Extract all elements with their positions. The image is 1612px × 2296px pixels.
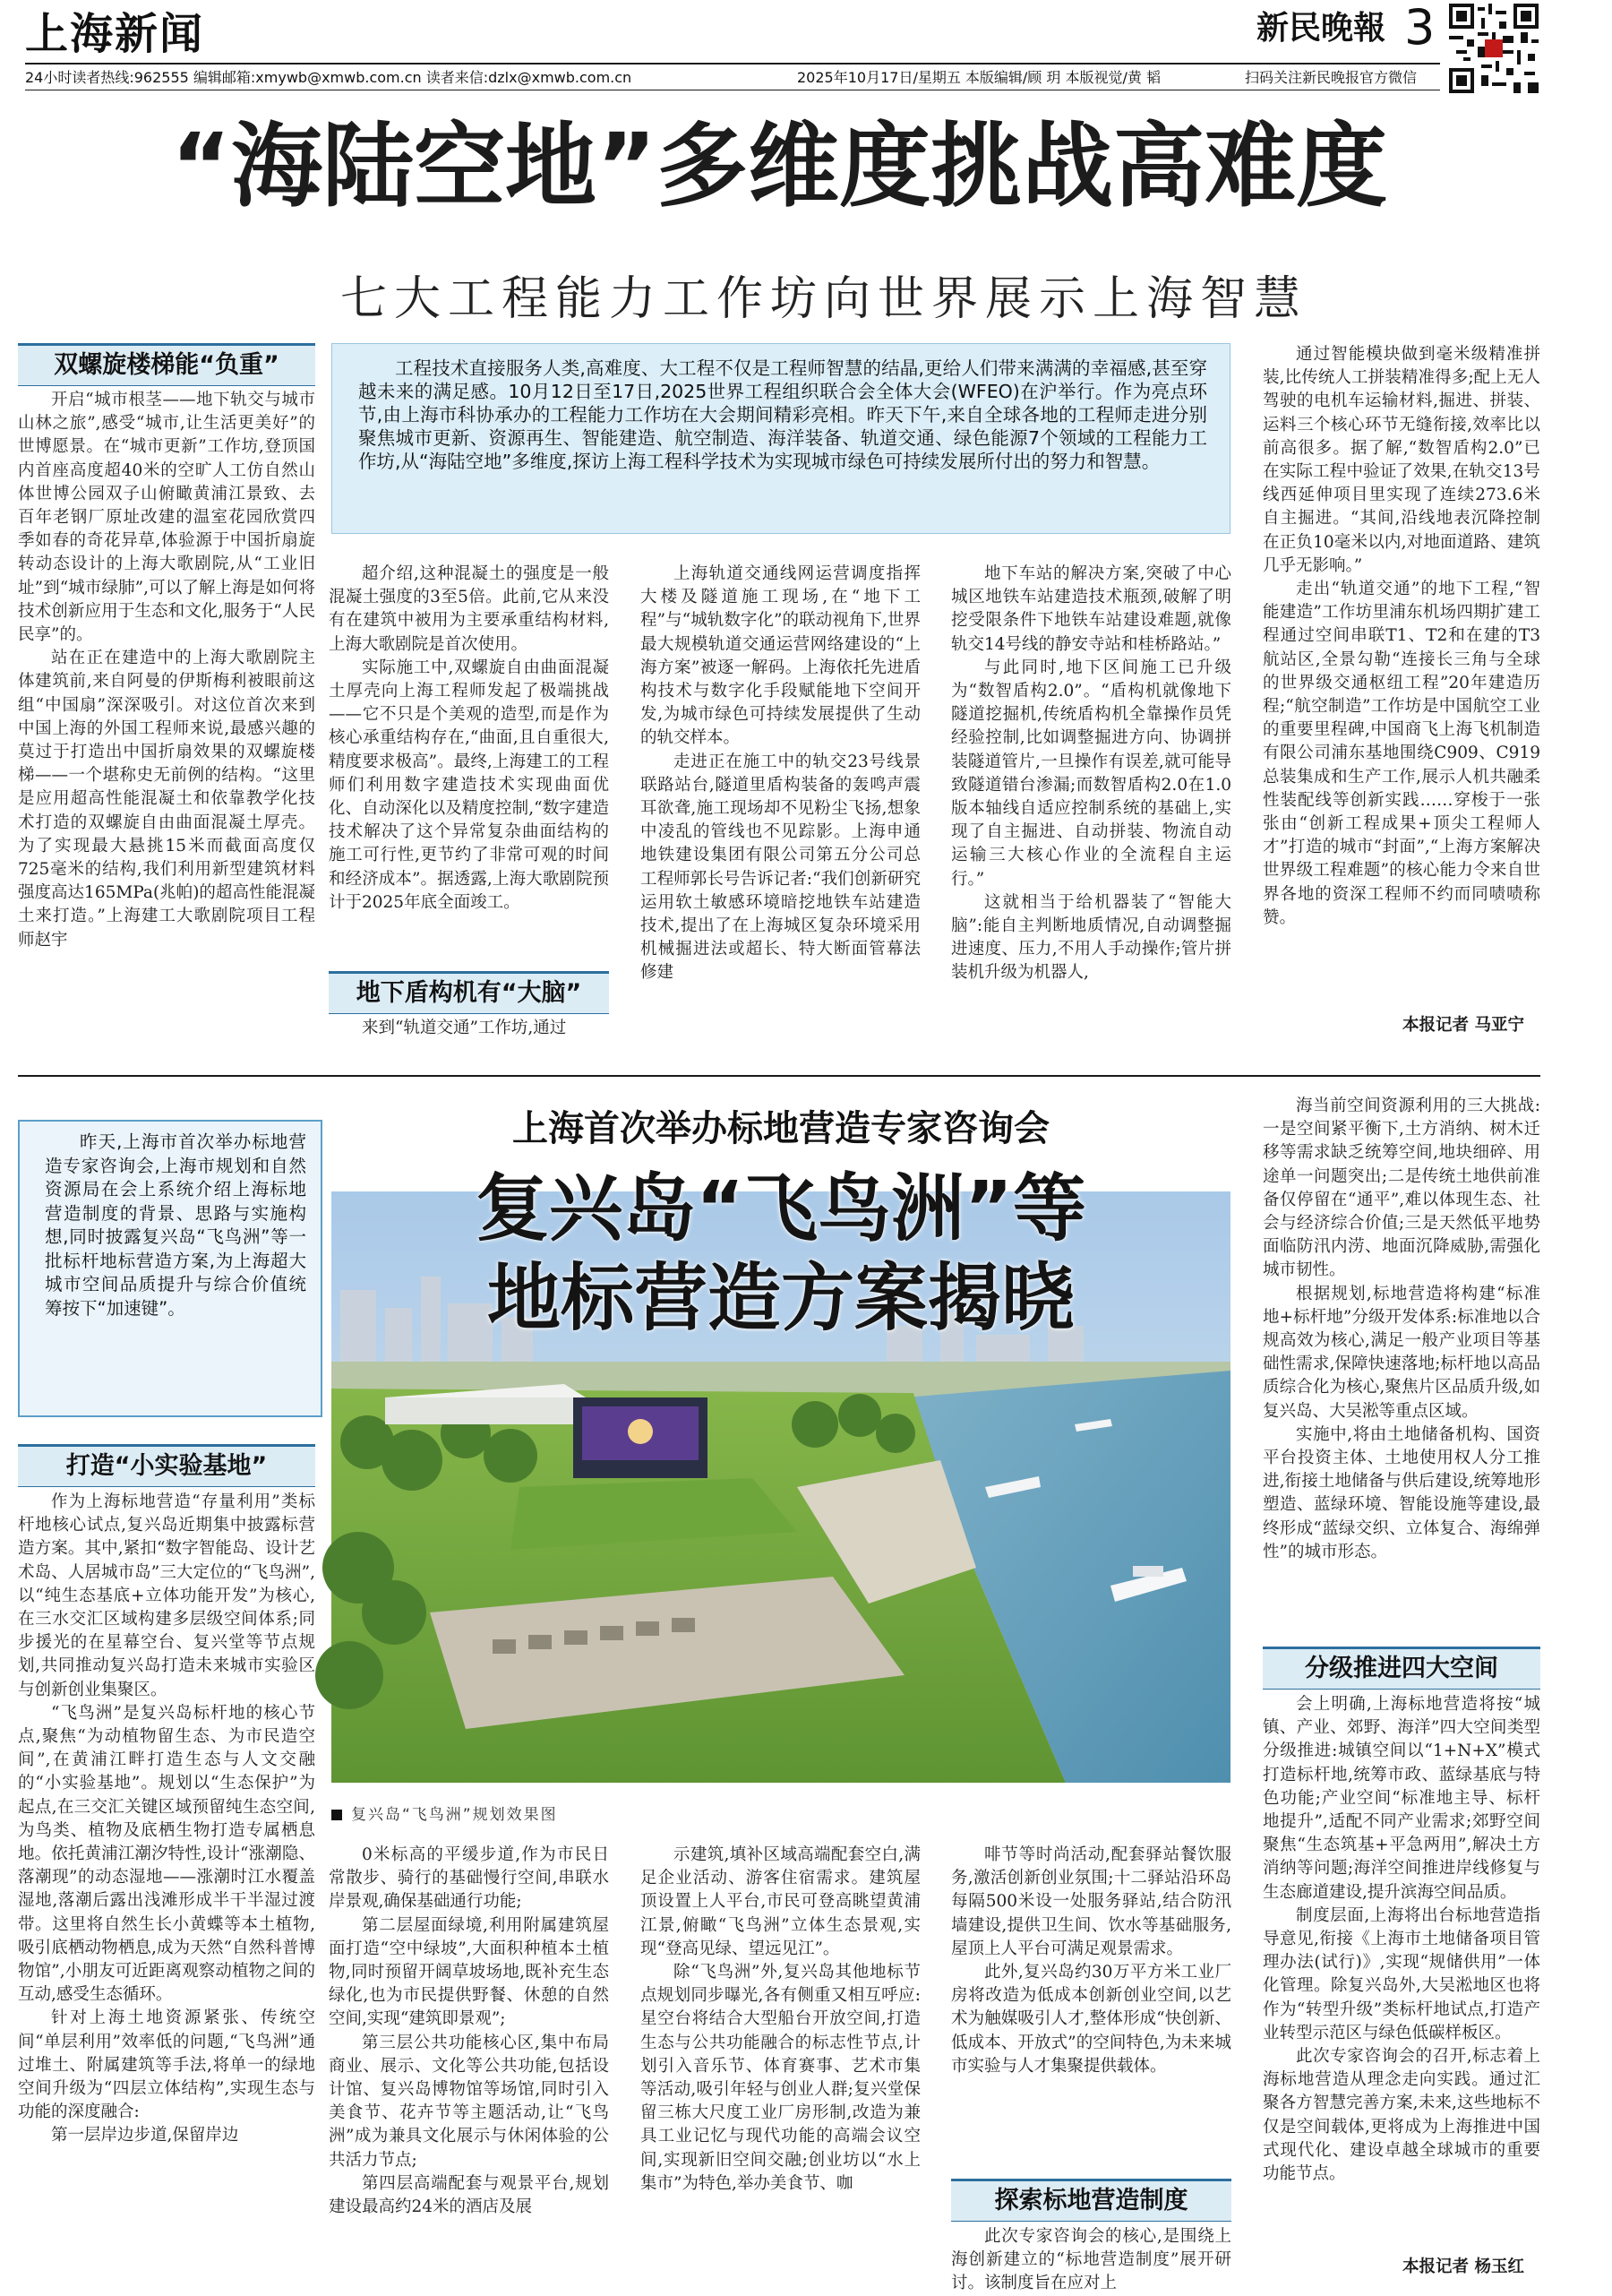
paragraph: 制度层面,上海将出台标地营造指导意见,衔接《上海市土地储备项目管理办法(试行)》,实现“规储供用”一体化管理。除复兴岛外,大吴淞地区也将作为“转型升级”类标杆地试点,打造产业转型示范区与绿色低碳样板区。	[1263, 1905, 1540, 2042]
paragraph: 实际施工中,双螺旋自由曲面混凝土厚壳向上海工程师发起了极端挑战——它不只是个美观的造型,而是作为核心承重结构存在,“曲面,且自重很大,精度要求极高”。最终,上海建工的工程师们利用数字建造技术实现曲面优化、自动深化以及精度控制,“数字建造技术解决了这个异常复杂曲面结构的施工可行性,更节约了非常可观的时间和经济成本”。据透露,上海大歌剧院预计于2025年底全面竣工。	[329, 658, 609, 912]
paragraph: 0米标高的平缓步道,作为市民日常散步、骑行的基础慢行空间,串联水岸景观,确保基础通行功能;	[329, 1845, 609, 1912]
paragraph: 开启“城市根茎——地下轨交与城市山林之旅”,感受“城市,让生活更美好”的世博愿景。在“城市更新”工作坊,登顶国内首座高度超40米的空旷人工仿自然山体世博公园双子山俯瞰黄浦江景致、去百年老钢厂原址改建的温室花园欣赏四季如春的奇花异草,体验源于中国折扇旋转动态设计的上海大歌剧院,从“工业旧址”到“城市绿肺”,可以了解上海是如何将技术创新应用于生态和文化,服务于“人民民享”的。	[18, 391, 315, 645]
paragraph: 实施中,将由土地储备机构、国资平台投资主体、土地使用权人分工推进,衔接土地储备与供后建设,统筹地形塑造、蓝绿环境、智能设施等建设,最终形成“蓝绿交织、立体复合、海绵弹性”的城市形态。	[1263, 1424, 1540, 1561]
paragraph: 第四层高端配套与观景平台,规划建设最高约24米的酒店及展	[329, 2173, 609, 2217]
paragraph: 走进正在施工中的轨交23号线景联路站台,隧道里盾构装备的轰鸣声震耳欲聋,施工现场却不见粉尘飞扬,想象中凌乱的管线也不见踪影。上海申通地铁建设集团有限公司第五分公司总工程师郭长号告诉记者:“我们创新研究运用软土敏感环境暗挖地铁车站建造技术,提出了在上海城区复杂环境采用机械掘进法或超长、特大断面管幕法修建	[640, 752, 921, 983]
story1-col1	[18, 389, 315, 1041]
qr-code-icon	[1449, 4, 1539, 93]
story2-subhead-system: 探索标地营造制度	[951, 2179, 1231, 2222]
story2-kicker: 上海首次举办标地营造专家咨询会	[512, 1108, 1050, 1149]
paragraph: 此外,复兴岛约30万平方米工业厂房将改造为低成本创新创业空间,以艺术为触媒吸引人才,整体形成“快创新、低成本、开放式”的空间特色,为未来城市实验与人才集聚提供载体。	[951, 1963, 1231, 2076]
paragraph: 啡节等时尚活动,配套驿站餐饮服务,激活创新创业氛围;十二驿站沿环岛每隔500米设一处服务驿站,结合防汛墙建设,提供卫生间、饮水等基础服务,屋顶上人平台可满足观景需求。	[951, 1845, 1231, 1958]
paragraph: 上海轨道交通线网运营调度指挥大楼及隧道施工现场,在“地下工程”与“城轨数字化”的联动视角下,世界最大规模轨道交通运营网络建设的“上海方案”被逐一解码。上海依托先进盾构技术与数字化手段赋能地下空间开发,为城市绿色可持续发展提供了生动的轨交样本。	[640, 564, 921, 748]
story2-colE2	[1263, 1693, 1540, 2257]
paragraph: 站在正在建造中的上海大歌剧院主体建筑前,来自阿曼的伊斯梅利被眼前这组“中国扇”深深吸引。对这位首次来到中国上海的外国工程师来说,最感兴趣的莫过于打造出中国折扇效果的双螺旋楼梯——一个堪称史无前例的结构。“这里是应用超高性能混凝土和依靠教学化技术打造的双螺旋自由曲面混凝土厚壳。为了实现最大悬挑15米而截面高度仅725毫米的结构,我们利用新型建筑材料强度高达165MPa(兆帕)的超高性能混凝土来打造。”上海建工大歌剧院项目工程师赵宇	[18, 649, 315, 950]
page-number: 3	[1404, 0, 1436, 56]
paragraph: 第一层岸边步道,保留岸边	[51, 2126, 239, 2146]
date-line: 2025年10月17日/星期五 本版编辑/顾 玥 本版视觉/黄 韬	[797, 69, 1161, 86]
paragraph: 会上明确,上海标地营造将按“城镇、产业、郊野、海洋”四大空间类型分级推进:城镇空间以“1+N+X”模式打造标杆地,统筹市政、蓝绿基底与特色功能;产业空间“标准地主导、标杆地提升”,适配不同产业需求;郊野空间聚焦“生态筑基+平急两用”,解决土方消纳等问题;海洋空间推进岸线修复与生态廊道建设,提升滨海空间品质。	[1263, 1695, 1540, 1902]
paragraph: 这就相当于给机器装了“智能大脑”:能自主判断地质情况,自动调整掘进速度、压力,不用人手动操作;管片拼装机升级为机器人,	[951, 892, 1231, 983]
story1-col3	[640, 563, 921, 1042]
story2-lead: 昨天,上海市首次举办标地营造专家咨询会,上海市规划和自然资源局在会上系统介绍上海标地营造制度的背景、思路与实施构想,同时披露复兴岛“飞鸟洲”等一批标杆地标营造方案,为上海超大城市空间品质提升与综合价值统筹按下“加速键”。	[45, 1131, 306, 1319]
masthead	[0, 0, 1550, 99]
paragraph: 示建筑,填补区域高端配套空白,满足企业活动、游客住宿需求。建筑屋顶设置上人平台,市民可登高眺望黄浦江景,俯瞰“飞鸟洲”立体生态景观,实现“登高见绿、望远见江”。	[640, 1845, 921, 1958]
photo-caption-marker	[331, 1810, 342, 1820]
story1-headline: “海陆空地”多维度挑战高难度	[170, 114, 1388, 220]
story1-subhead-tbm: 地下盾构机有“大脑”	[329, 971, 609, 1014]
story1-subhead-stairs: 双螺旋楼梯能“负重”	[18, 343, 315, 386]
paragraph: 超介绍,这种混凝土的强度是一般混凝土强度的3至5倍。此前,它从来没有在建筑中被用为主要承重结构材料,上海大歌剧院是首次使用。	[329, 564, 609, 654]
story2-byline: 本报记者 杨玉红	[1402, 2257, 1524, 2276]
masthead-rule-top	[25, 63, 1440, 64]
paragraph: 作为上海标地营造“存量利用”类标杆地核心试点,复兴岛近期集中披露标营造方案。其中,紧扣“数字智能岛、设计艺术岛、人居城市岛”三大定位的“飞鸟洲”,以“纯生态基底+立体功能开发”为核心,在三水交汇区域构建多层级空间体系;同步援光的在星幕空台、复兴堂等节点规划,共同推动复兴岛打造未来城市实验区与创新创业集聚区。	[18, 1492, 315, 1699]
paragraph: 走出“轨道交通”的地下工程,“智能建造”工作坊里浦东机场四期扩建工程通过空间串联T1、T2和在建的T3航站区,全景勾勒“连接长三角与全球的世界级交通枢纽工程”20年建造历程;“航空制造”工作坊是中国航空工业的重要里程碑,中国商飞上海飞机制造有限公司浦东基地围绕C909、C919总装集成和生产工作,展示人机共融柔性装配线等创新实践……穿梭于一张张由“创新工程成果+顶尖工程师人才”打造的城市“封面”,“上海方案解决世界级工程难题”的核心能力令来自世界各地的资深工程师不约而同啧啧称赞。	[1263, 580, 1540, 927]
paragraph: 通过智能模块做到毫米级精准拼装,比传统人工拼装精准得多;配上无人驾驶的电机车运输材料,掘进、拼装、运料三个核心环节无缝衔接,效率比以前高很多。据了解,“数智盾构2.0”已在实际工程中验证了效果,在轨交13号线西延伸项目里实现了连续273.6米自主掘进。“其间,沿线地表沉降控制在正负10毫米以内,对地面道路、建筑几乎无影响。”	[1263, 345, 1540, 575]
story1-col2b: 来到“轨道交通”工作坊,通过	[362, 1019, 567, 1037]
paragraph: 第二层屋面绿境,利用附属建筑屋面打造“空中绿坡”,大面积种植本土植物,同时预留开阔草坡场地,既补充生态绿化,也为市民提供野餐、休憩的自然空间,实现“建筑即景观”;	[329, 1915, 609, 2029]
story2-colD2: 此次专家咨询会的核心,是围绕上海创新建立的“标地营造制度”展开研讨。该制度旨在应对上	[951, 2227, 1231, 2293]
story2-colD	[951, 1844, 1231, 2184]
story1-byline: 本报记者 马亚宁	[1402, 1016, 1524, 1035]
story2-colC	[640, 1844, 921, 2283]
section-title: 上海新闻	[25, 9, 205, 59]
paragraph: “飞鸟洲”是复兴岛标杆地的核心节点,聚焦“为动植物留生态、为市民造空间”,在黄浦江畔打造生态与人文交融的“小实验基地”。规划以“生态保护”为起点,在三交汇关键区域预留纯生态空间,为鸟类、植物及底栖生物打造专属栖息地。依托黄浦江潮汐特性,设计“涨潮隐、落潮现”的动态湿地——涨潮时江水覆盖湿地,落潮后露出浅滩形成半干半湿过渡带。这里将自然生长小黄蝶等本土植物,吸引底栖动物栖息,成为天然“自然科普博物馆”,小朋友可近距离观察动植物之间的互动,感受生态循环。	[18, 1703, 315, 2005]
paragraph: 地下车站的解决方案,突破了中心城区地铁车站建造技术瓶颈,破解了明挖受限条件下地铁车站建设难题,就像轨交14号线的静安寺站和桂桥路站。”	[951, 564, 1231, 654]
paragraph: 根据规划,标地营造将构建“标准地+标杆地”分级开发体系:标准地以合规高效为核心,满足一般产业项目等基础性需求,保障快速落地;标杆地以高品质综合化为核心,聚焦片区品质升级,如复兴岛、大吴淞等重点区域。	[1263, 1284, 1540, 1421]
story-divider	[18, 1075, 1540, 1077]
story2-colE	[1263, 1095, 1540, 1641]
photo-caption: 复兴岛“飞鸟洲”规划效果图	[351, 1806, 558, 1824]
paragraph: 海当前空间资源利用的三大挑战:一是空间紧平衡下,土方消纳、树木迁移等需求缺乏统筹空间,地块细碎、用途单一问题突出;二是传统土地供前准备仅停留在“通平”,难以体现生态、社会与经济综合价值;三是天然低平地势面临防汛内涝、地面沉降威胁,需强化城市韧性。	[1263, 1096, 1540, 1280]
story1-col4	[951, 563, 1231, 1042]
story1-col5	[1263, 343, 1540, 1006]
story2-colA	[18, 1491, 315, 2279]
story1-col2	[329, 563, 609, 984]
newspaper-logo: 新民晚報	[1256, 9, 1386, 47]
story2-colB	[329, 1844, 609, 2283]
paragraph: 与此同时,地下区间施工已升级为“数智盾构2.0”。“盾构机就像地下隧道挖掘机,传统盾构机全靠操作员凭经验控制,比如调整掘进方向、协调拼装隧道管片,一旦操作有误差,就可能导致隧道错台渗漏;而数智盾构2.0在1.0版本轴线自适应控制系统的基础上,实现了自主掘进、自动拼装、物流自动运输三大核心作业的全流程自主运行。”	[951, 658, 1231, 889]
story1-subheadline: 七大工程能力工作坊向世界展示上海智慧	[339, 272, 1308, 326]
qr-caption: 扫码关注新民晚报官方微信	[1245, 69, 1418, 86]
story1-lead: 工程技术直接服务人类,高难度、大工程不仅是工程师智慧的结晶,更给人们带来满满的幸福感,甚至穿越未来的满足感。10月12日至17日,2025世界工程组织联合会全体大会(WFEO)在沪举行。作为亮点环节,由上海市科协承办的工程能力工作坊在大会期间精彩亮相。昨天下午,来自全球各地的工程师走进分别聚焦城市更新、资源再生、智能建造、航空制造、海洋装备、轨道交通、绿色能源7个领域的工程能力工作坊,从“海陆空地”多维度,探访上海工程科学技术为实现城市绿色可持续发展所付出的努力和智慧。	[358, 357, 1207, 472]
story2-headline-l2: 地标营造方案揭晓	[486, 1256, 1075, 1341]
paragraph: 针对上海土地资源紧张、传统空间“单层利用”效率低的问题,“飞鸟洲”通过堆土、附属建筑等手法,将单一的绿地空间升级为“四层立体结构”,实现生态与功能的深度融合:	[18, 2008, 315, 2122]
story2-headline-l1: 复兴岛“飞鸟洲”等	[476, 1166, 1086, 1251]
hotline-text: 24小时读者热线:962555 编辑邮箱:xmywb@xmwb.com.cn 读者来信:dzlx@xmwb.com.cn	[25, 69, 632, 86]
paragraph: 此次专家咨询会的召开,标志着上海标地营造从理念走向实践。通过汇聚各方智慧完善方案,未来,这些地标不仅是空间载体,更将成为上海推进中国式现代化、建设卓越全球城市的重要功能节点。	[1263, 2047, 1540, 2184]
story2-subhead-lab: 打造“小实验基地”	[18, 1444, 315, 1487]
paragraph: 除“飞鸟洲”外,复兴岛其他地标节点规划同步曝光,各有侧重又相互呼应:星空台将结合大型船台开放空间,打造生态与公共功能融合的标志性节点,计划引入音乐节、体育赛事、艺术市集等活动,吸引年轻与创业人群;复兴堂保留三栋大尺度工业厂房形制,改造为兼具工业记忆与现代功能的高端会议空间,实现新旧空间交融;创业坊以“水上集市”为特色,举办美食节、咖	[640, 1963, 921, 2193]
paragraph: 第三层公共功能核心区,集中布局商业、展示、文化等公共功能,包括设计馆、复兴岛博物馆等场馆,同时引入美食节、花卉节等主题活动,让“飞鸟洲”成为兼具文化展示与休闲体验的公共活力节点;	[329, 2033, 609, 2170]
story2-subhead-four: 分级推进四大空间	[1263, 1647, 1540, 1690]
